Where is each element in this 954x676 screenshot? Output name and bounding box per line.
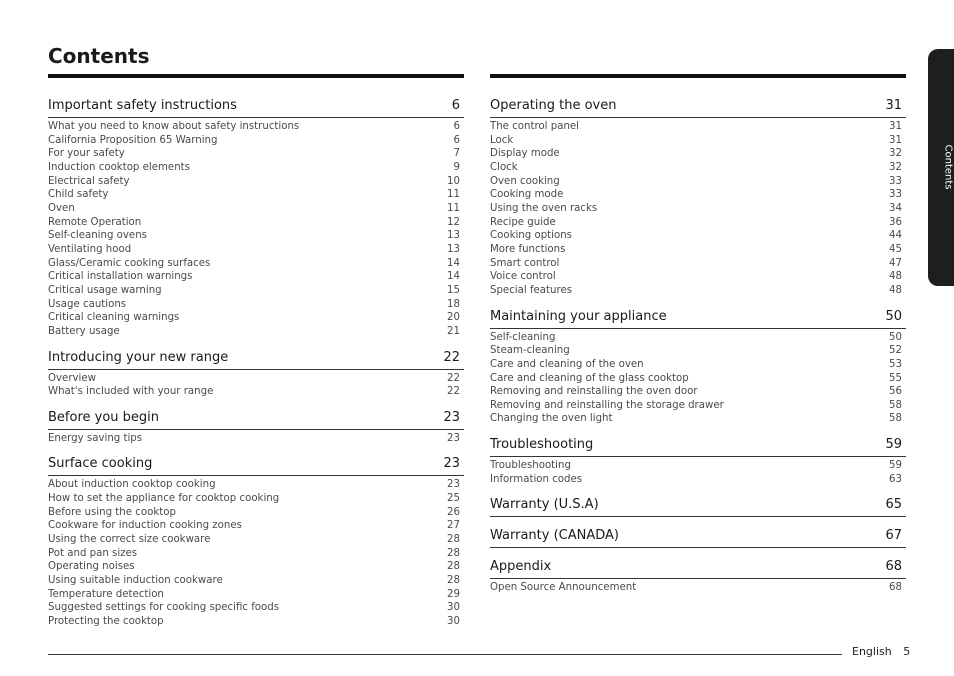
entry-label: Remote Operation (48, 216, 142, 228)
section-title: Warranty (CANADA) (490, 528, 619, 544)
entry-page-number: 6 (453, 134, 460, 146)
entry-label: Self-cleaning ovens (48, 230, 147, 242)
entry-label: Using the correct size cookware (48, 534, 211, 546)
toc-entry[interactable] (48, 533, 460, 547)
toc-entry-list (490, 120, 906, 298)
toc-entry[interactable] (490, 459, 902, 473)
entry-label: Cooking mode (490, 189, 564, 201)
entry-label: Operating noises (48, 561, 135, 573)
entry-page-number: 11 (447, 202, 460, 214)
entry-label: Clock (490, 161, 518, 173)
entry-page-number: 22 (447, 372, 460, 384)
toc-column-right (490, 74, 906, 595)
entry-label: Suggested settings for cooking specific foods (48, 602, 280, 614)
footer-rule (48, 654, 842, 655)
entry-page-number: 9 (453, 161, 460, 173)
entry-label: The control panel (490, 121, 580, 132)
toc-entry[interactable] (490, 399, 902, 413)
toc-entry[interactable] (48, 257, 460, 271)
entry-page-number: 32 (889, 161, 902, 173)
entry-page-number: 31 (889, 121, 902, 132)
toc-section-heading[interactable] (48, 455, 464, 476)
entry-page-number: 28 (447, 547, 460, 559)
toc-entry[interactable] (48, 432, 460, 446)
footer-language: English (852, 645, 892, 658)
toc-entry[interactable] (48, 188, 460, 202)
toc-entry[interactable] (490, 202, 902, 216)
entry-page-number: 18 (447, 298, 460, 310)
entry-page-number: 33 (889, 175, 902, 187)
entry-page-number: 13 (447, 243, 460, 255)
toc-entry[interactable] (48, 601, 460, 615)
page-footer (852, 645, 910, 658)
section-page-number: 23 (443, 409, 460, 425)
entry-page-number: 28 (447, 575, 460, 587)
toc-entry[interactable] (48, 229, 460, 243)
entry-page-number: 11 (447, 189, 460, 201)
toc-section-heading[interactable] (48, 97, 464, 118)
entry-page-number: 53 (889, 358, 902, 370)
toc-entry[interactable] (48, 147, 460, 161)
entry-page-number: 12 (447, 216, 460, 228)
toc-entry[interactable] (490, 216, 902, 230)
toc-entry[interactable] (48, 519, 460, 533)
entry-label: Smart control (490, 257, 560, 269)
toc-entry-list (490, 459, 906, 486)
column-rule (48, 74, 464, 78)
entry-label: Using the oven racks (490, 202, 598, 214)
entry-label: How to set the appliance for cooktop cooking (48, 493, 280, 505)
toc-entry-list (48, 372, 464, 399)
entry-page-number: 28 (447, 561, 460, 573)
entry-label: Ventilating hood (48, 243, 132, 255)
toc-entry-list (48, 478, 464, 628)
entry-page-number: 14 (447, 271, 460, 283)
entry-page-number: 26 (447, 506, 460, 518)
entry-label: Child safety (48, 189, 109, 201)
entry-label: What's included with your range (48, 386, 214, 398)
toc-entry[interactable] (48, 325, 460, 339)
entry-label: Using suitable induction cookware (48, 575, 223, 587)
entry-page-number: 56 (889, 386, 902, 398)
entry-page-number: 44 (889, 230, 902, 242)
entry-label: Battery usage (48, 325, 120, 337)
toc-entry[interactable] (48, 615, 460, 629)
entry-label: Electrical safety (48, 175, 130, 187)
entry-page-number: 45 (889, 243, 902, 255)
footer-page-number: 5 (903, 645, 911, 658)
entry-label: Recipe guide (490, 216, 556, 228)
entry-page-number: 28 (447, 534, 460, 546)
entry-page-number: 36 (889, 216, 902, 228)
entry-page-number: 7 (453, 148, 460, 160)
toc-entry[interactable] (490, 385, 902, 399)
entry-page-number: 30 (447, 616, 460, 628)
entry-label: Cooking options (490, 230, 572, 242)
section-page-number: 50 (885, 308, 902, 324)
entry-page-number: 27 (447, 520, 460, 532)
toc-entry[interactable] (48, 574, 460, 588)
toc-entry[interactable] (490, 257, 902, 271)
entry-label: Display mode (490, 148, 560, 160)
toc-sections (490, 97, 906, 595)
toc-entry[interactable] (490, 229, 902, 243)
section-page-number: 65 (885, 497, 902, 513)
entry-label: Before using the cooktop (48, 506, 176, 518)
entry-label: What you need to know about safety instructions (48, 121, 300, 132)
entry-page-number: 55 (889, 372, 902, 384)
toc-entry[interactable] (490, 473, 902, 487)
entry-label: Oven (48, 202, 75, 214)
toc-entry[interactable] (490, 120, 902, 134)
toc-entry-list (48, 120, 464, 339)
entry-label: Removing and reinstalling the oven door (490, 386, 698, 398)
entry-page-number: 15 (447, 284, 460, 296)
entry-page-number: 10 (447, 175, 460, 187)
toc-entry[interactable] (48, 547, 460, 561)
toc-section-heading[interactable] (48, 349, 464, 370)
section-title: Introducing your new range (48, 349, 229, 365)
entry-label: Temperature detection (48, 588, 164, 600)
toc-entry[interactable] (48, 588, 460, 602)
entry-label: Open Source Announcement (490, 582, 637, 594)
entry-page-number: 30 (447, 602, 460, 614)
toc-section-heading[interactable] (48, 409, 464, 430)
toc-entry[interactable] (490, 344, 902, 358)
toc-entry[interactable] (490, 134, 902, 148)
toc-sections (48, 97, 464, 629)
entry-page-number: 32 (889, 148, 902, 160)
toc-entry[interactable] (48, 243, 460, 257)
section-title: Appendix (490, 559, 552, 575)
toc-entry[interactable] (48, 120, 460, 134)
toc-entry[interactable] (490, 331, 902, 345)
toc-entry[interactable] (48, 175, 460, 189)
entry-label: Troubleshooting (490, 460, 571, 472)
entry-page-number: 58 (889, 413, 902, 425)
entry-label: Special features (490, 284, 573, 296)
entry-label: Cookware for induction cooking zones (48, 520, 242, 532)
toc-entry[interactable] (490, 147, 902, 161)
toc-entry[interactable] (48, 202, 460, 216)
toc-entry[interactable] (48, 161, 460, 175)
section-title: Important safety instructions (48, 98, 237, 113)
entry-page-number: 23 (447, 479, 460, 491)
toc-entry[interactable] (490, 412, 902, 426)
entry-page-number: 22 (447, 386, 460, 398)
toc-entry[interactable] (48, 385, 460, 399)
entry-label: Induction cooktop elements (48, 161, 190, 173)
toc-column-left (48, 74, 464, 629)
toc-entry[interactable] (48, 284, 460, 298)
entry-page-number: 6 (453, 121, 460, 132)
toc-entry[interactable] (490, 581, 902, 595)
toc-entry[interactable] (490, 175, 902, 189)
section-title: Warranty (U.S.A) (490, 497, 599, 513)
toc-entry[interactable] (490, 161, 902, 175)
entry-page-number: 34 (889, 202, 902, 214)
section-title: Operating the oven (490, 98, 617, 113)
entry-page-number: 25 (447, 493, 460, 505)
section-page-number: 31 (885, 98, 902, 113)
entry-label: Protecting the cooktop (48, 616, 164, 628)
entry-page-number: 52 (889, 345, 902, 357)
entry-page-number: 21 (447, 325, 460, 337)
toc-entry[interactable] (48, 216, 460, 230)
entry-label: Lock (490, 134, 514, 146)
entry-label: More functions (490, 243, 566, 255)
toc-entry[interactable] (490, 243, 902, 257)
entry-label: Usage cautions (48, 298, 127, 310)
entry-page-number: 33 (889, 189, 902, 201)
entry-label: Steam-cleaning (490, 345, 570, 357)
side-tab-label: Contents (942, 144, 954, 190)
entry-label: Care and cleaning of the oven (490, 358, 644, 370)
entry-label: Information codes (490, 473, 583, 485)
toc-entry[interactable] (48, 478, 460, 492)
toc-section-heading[interactable] (490, 308, 906, 329)
toc-entry[interactable] (490, 372, 902, 386)
entry-label: Glass/Ceramic cooking surfaces (48, 257, 211, 269)
entry-label: About induction cooktop cooking (48, 479, 216, 491)
entry-page-number: 23 (447, 432, 460, 444)
entry-label: Critical installation warnings (48, 271, 193, 283)
toc-section-heading[interactable] (490, 527, 906, 548)
entry-page-number: 63 (889, 473, 902, 485)
entry-label: Removing and reinstalling the storage drawer (490, 399, 724, 411)
toc-section-heading[interactable] (490, 558, 906, 579)
entry-label: Energy saving tips (48, 432, 143, 444)
section-title: Troubleshooting (490, 437, 594, 453)
entry-label: Pot and pan sizes (48, 547, 138, 559)
section-title: Surface cooking (48, 456, 153, 472)
toc-entry-list (48, 432, 464, 446)
section-page-number: 59 (885, 437, 902, 453)
toc-entry[interactable] (48, 311, 460, 325)
entry-label: For your safety (48, 148, 125, 160)
toc-entry[interactable] (48, 270, 460, 284)
toc-entry[interactable] (490, 358, 902, 372)
page-title: Contents (48, 44, 150, 68)
toc-entry[interactable] (48, 492, 460, 506)
toc-entry[interactable] (48, 506, 460, 520)
entry-page-number: 47 (889, 257, 902, 269)
entry-page-number: 59 (889, 460, 902, 472)
entry-page-number: 50 (889, 331, 902, 343)
toc-entry[interactable] (490, 188, 902, 202)
section-page-number: 6 (451, 98, 460, 113)
entry-label: California Proposition 65 Warning (48, 134, 218, 146)
entry-page-number: 20 (447, 312, 460, 324)
section-page-number: 23 (443, 456, 460, 472)
entry-page-number: 31 (889, 134, 902, 146)
entry-label: Changing the oven light (490, 413, 613, 425)
toc-entry[interactable] (490, 270, 902, 284)
toc-entry[interactable] (48, 298, 460, 312)
entry-label: Self-cleaning (490, 331, 556, 343)
toc-section-heading[interactable] (490, 496, 906, 517)
entry-page-number: 29 (447, 588, 460, 600)
section-page-number: 68 (885, 559, 902, 575)
entry-label: Care and cleaning of the glass cooktop (490, 372, 689, 384)
entry-page-number: 58 (889, 399, 902, 411)
entry-page-number: 68 (889, 582, 902, 594)
toc-section-heading[interactable] (490, 436, 906, 457)
toc-entry[interactable] (48, 372, 460, 386)
toc-entry[interactable] (48, 560, 460, 574)
entry-label: Critical usage warning (48, 284, 162, 296)
entry-label: Critical cleaning warnings (48, 312, 180, 324)
column-rule (490, 74, 906, 78)
entry-label: Overview (48, 372, 96, 384)
toc-entry-list (490, 581, 906, 595)
entry-page-number: 14 (447, 257, 460, 269)
toc-section-heading[interactable] (490, 97, 906, 118)
toc-entry-list (490, 331, 906, 427)
entry-page-number: 48 (889, 284, 902, 296)
entry-page-number: 48 (889, 271, 902, 283)
section-title: Maintaining your appliance (490, 308, 667, 324)
section-title: Before you begin (48, 409, 160, 425)
toc-entry[interactable] (48, 134, 460, 148)
entry-page-number: 13 (447, 230, 460, 242)
section-page-number: 67 (885, 528, 902, 544)
chapter-side-tab[interactable] (928, 49, 954, 286)
entry-label: Voice control (490, 271, 556, 283)
section-page-number: 22 (443, 349, 460, 365)
toc-entry[interactable] (490, 284, 902, 298)
entry-label: Oven cooking (490, 175, 560, 187)
